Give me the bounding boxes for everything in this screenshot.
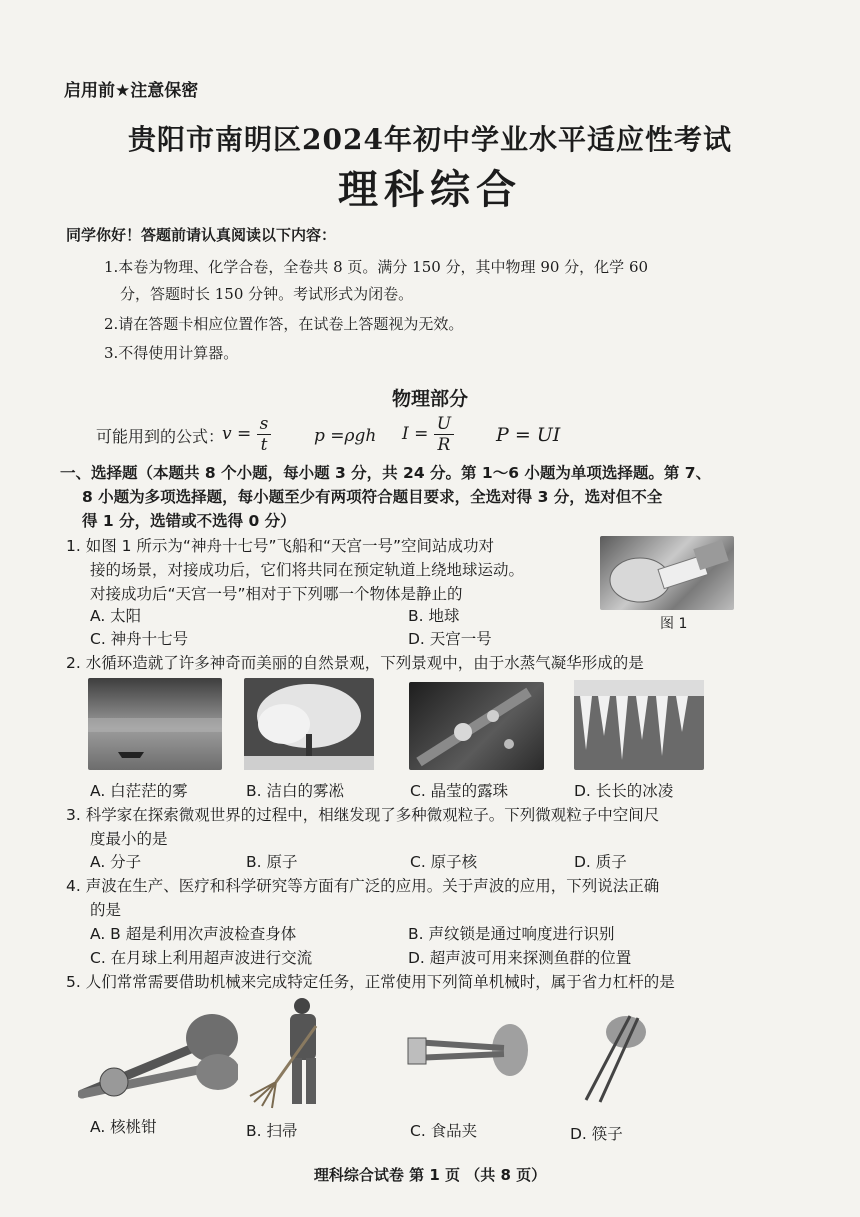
formula-pressure: p =ρgh [314,426,377,446]
q2-text: 2. 水循环造就了许多神奇而美丽的自然景观，下列景观中，由于水蒸气凝华形成的是 [66,654,644,672]
figure-1-caption: 图 1 [660,616,688,632]
q2-option-b: B. 洁白的雾凇 [246,782,344,800]
q1-line-1: 1. 如图 1 所示为“神舟十七号”飞船和“天宫一号”空间站成功对 [66,537,495,555]
exam-title: 贵阳市南明区2024年初中学业水平适应性考试 [128,123,732,156]
q2-option-d: D. 长长的冰凌 [574,782,674,800]
q3-option-a: A. 分子 [90,853,142,871]
confidential-notice: 启用前★注意保密 [64,81,199,101]
q1-line-3: 对接成功后“天宫一号”相对于下列哪一个物体是静止的 [90,585,463,603]
part1-line-2: 8 小题为多项选择题，每小题至少有两项符合题目要求，全选对得 3 分，选对但不全 [82,488,663,506]
icicle-photo [574,680,704,770]
q3-line-1: 3. 科学家在探索微观世界的过程中，相继发现了多种微观粒子。下列微观粒子中空间尺 [66,806,660,824]
formula-velocity: v = $\frac{s}{t}$ [222,414,271,455]
q4-option-b: B. 声纹锁是通过响度进行识别 [408,925,615,943]
exam-subject: 理科综合 [338,167,522,213]
food-tongs-image [404,1012,528,1090]
instruction-1: 1.本卷为物理、化学合卷，全卷共 8 页。满分 150 分，其中物理 90 分，化学 60 [104,258,649,276]
q4-option-d: D. 超声波可用来探测鱼群的位置 [408,949,632,967]
q1-option-d: D. 天宫一号 [408,630,492,648]
broom-sweeper-image [246,996,346,1111]
q2-option-a: A. 白茫茫的雾 [90,782,188,800]
q1-line-2: 接的场景，对接成功后，它们将共同在预定轨道上绕地球运动。 [90,561,525,579]
instruction-2: 2.请在答题卡相应位置作答，在试卷上答题视为无效。 [104,315,464,333]
q5-option-c: C. 食品夹 [410,1122,478,1140]
q4-line-2: 的是 [90,901,122,919]
section-title: 物理部分 [391,388,468,410]
q1-option-c: C. 神舟十七号 [90,630,189,648]
figure-1-spacecraft [600,536,734,610]
page-footer: 理科综合试卷 第 1 页 （共 8 页） [313,1166,547,1184]
formula-current: I = $\frac{U}{R}$ [402,414,454,455]
q5-option-b: B. 扫帚 [246,1122,298,1140]
q4-option-c: C. 在月球上利用超声波进行交流 [90,949,313,967]
q3-option-d: D. 质子 [574,853,627,871]
instructions-greeting: 同学你好！答题前请认真阅读以下内容： [66,226,337,244]
q2-option-c: C. 晶莹的露珠 [410,782,509,800]
q5-text: 5. 人们常常需要借助机械来完成特定任务，正常使用下列简单机械时，属于省力杠杆的是 [66,973,675,991]
instruction-1-cont: 分，答题时长 150 分钟。考试形式为闭卷。 [120,285,414,303]
q4-option-a: A. B 超是利用次声波检查身体 [90,925,297,943]
q3-line-2: 度最小的是 [90,830,168,848]
instruction-3: 3.不得使用计算器。 [104,344,239,362]
q4-line-1: 4. 声波在生产、医疗和科学研究等方面有广泛的应用。关于声波的应用，下列说法正确 [66,877,660,895]
q3-option-b: B. 原子 [246,853,298,871]
dew-photo [409,682,544,770]
q3-option-c: C. 原子核 [410,853,478,871]
q5-option-d: D. 筷子 [570,1125,623,1143]
rime-photo [244,678,374,770]
part1-line-1: 一、选择题（本题共 8 个小题，每小题 3 分，共 24 分。第 1～6 小题为单项选择题。第 7、 [60,464,712,482]
chopsticks-image [578,1010,670,1104]
fog-photo [88,678,222,770]
q1-option-b: B. 地球 [408,607,460,625]
q5-option-a: A. 核桃钳 [90,1118,157,1136]
formula-label: 可能用到的公式： [96,427,225,446]
formula-power: P = UI [496,424,561,446]
q1-option-a: A. 太阳 [90,607,142,625]
nutcracker-image [78,1006,238,1106]
part1-line-3: 得 1 分，选错或不选得 0 分） [82,512,296,530]
